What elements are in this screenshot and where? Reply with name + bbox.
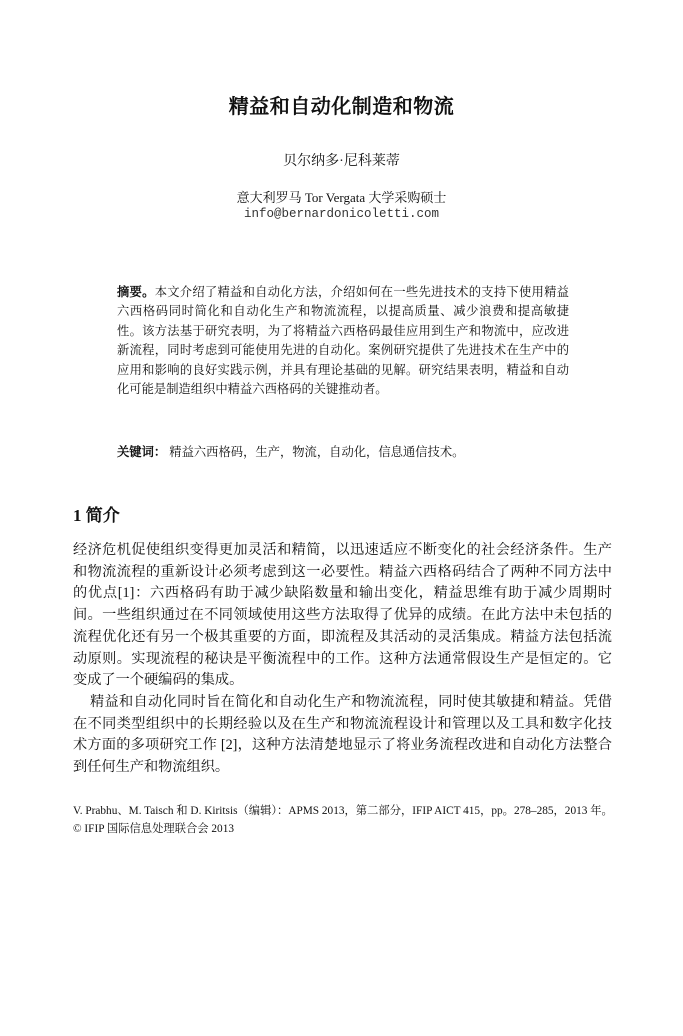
abstract-label: 摘要。: [117, 285, 155, 299]
author-affiliation: 意大利罗马 Tor Vergata 大学采购硕士: [236, 190, 447, 205]
section-body: [73, 540, 612, 779]
keywords-text: 精益六西格码，生产，物流，自动化，信息通信技术。: [169, 445, 465, 459]
author-name: 贝尔纳多·尼科莱蒂: [283, 154, 400, 169]
footnote-copyright: © IFIP 国际信息处理联合会 2013: [73, 823, 234, 835]
body-paragraph: 精益和自动化同时旨在简化和自动化生产和物流流程，同时使其敏捷和精益。凭借在不同类型组织中的长期经验以及在生产和物流流程设计和管理以及工具和数字化技术方面的多项研究工作 [2]，这种方法清楚地显示了将业务流程改进和自动化方法整合到任何生产和物流组织。: [73, 693, 612, 776]
section-heading-introduction: 1 简介: [73, 506, 120, 525]
paper-title: 精益和自动化制造和物流: [228, 96, 455, 118]
author-email: info@bernardonicoletti.com: [243, 207, 440, 221]
footnote-block: [73, 802, 618, 838]
abstract-text: 本文介绍了精益和自动化方法，介绍如何在一些先进技术的支持下使用精益六西格码同时简化和自动化生产和物流流程，以提高质量、减少浪费和提高敏捷性。该方法基于研究表明，为了将精益六西格码最佳应用到生产和物流中，应改进新流程，同时考虑到可能使用先进的自动化。案例研究提供了先进技术在生产中的应用和影响的良好实践示例，并具有理论基础的见解。研究结果表明，精益和自动化可能是制造组织中精益六西格码的关键推动者。: [117, 285, 569, 397]
footnote-citation: V. Prabhu、M. Taisch 和 D. Kiritsis（编辑）：APMS 2013，第二部分，IFIP AICT 415，pp。278–285，2013 年。: [73, 805, 613, 817]
body-paragraph: 经济危机促使组织变得更加灵活和精简，以迅速适应不断变化的社会经济条件。生产和物流流程的重新设计必须考虑到这一必要性。精益六西格码结合了两种不同方法中的优点[1]：六西格码有助于减少缺陷数量和输出变化，精益思维有助于减少周期时间。一些组织通过在不同领域使用这些方法取得了优异的成绩。在此方法中未包括的流程优化还有另一个极其重要的方面，即流程及其活动的灵活集成。精益方法包括流动原则。实现流程的秘诀是平衡流程中的工作。这种方法通常假设生产是恒定的。它变成了一个硬编码的集成。: [73, 542, 612, 689]
abstract-block: [117, 283, 569, 399]
keywords-block: [117, 443, 569, 462]
keywords-label: 关键词：: [117, 445, 167, 459]
